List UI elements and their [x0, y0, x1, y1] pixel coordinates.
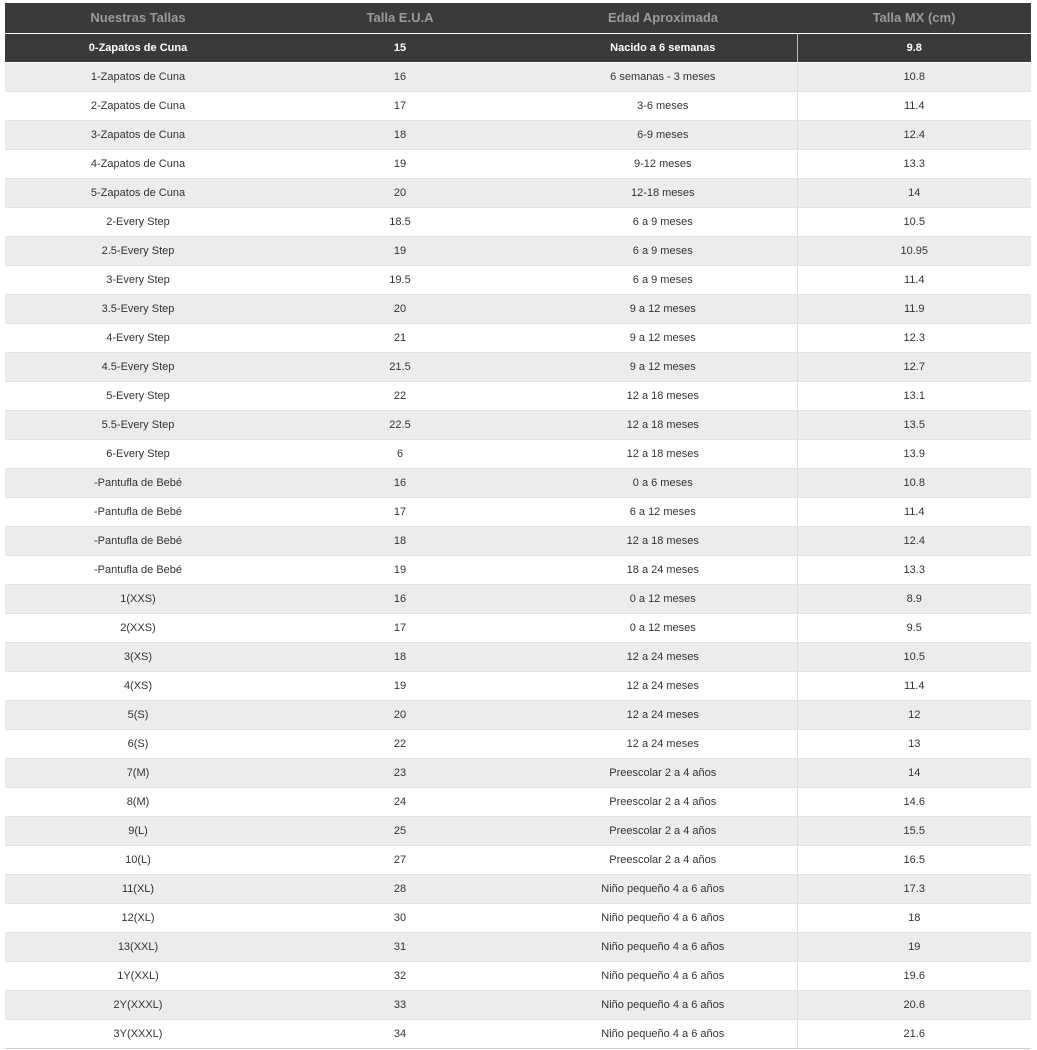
approx-age-cell: Preescolar 2 a 4 años: [529, 787, 797, 816]
approx-age-cell: 9 a 12 meses: [529, 323, 797, 352]
table-row: [5, 584, 1031, 613]
us-size-cell: 20: [271, 700, 529, 729]
approx-age-cell: 9-12 meses: [529, 149, 797, 178]
us-size-cell: 20: [271, 294, 529, 323]
us-size-cell: 18: [271, 526, 529, 555]
mx-size-cell: 14.6: [797, 787, 1031, 816]
our-size-cell: 3.5-Every Step: [5, 294, 271, 323]
us-size-cell: 22: [271, 729, 529, 758]
mx-size-cell: 11.4: [797, 91, 1031, 120]
approx-age-cell: 12-18 meses: [529, 178, 797, 207]
our-size-cell: 3(XS): [5, 642, 271, 671]
our-size-cell: 10(L): [5, 845, 271, 874]
approx-age-cell: 12 a 18 meses: [529, 381, 797, 410]
our-size-cell: 2Y(XXXL): [5, 990, 271, 1019]
our-size-cell: 4-Zapatos de Cuna: [5, 149, 271, 178]
table-row: [5, 236, 1031, 265]
header-approx-age: Edad Aproximada: [529, 3, 797, 33]
table-row: [5, 323, 1031, 352]
approx-age-cell: 0 a 6 meses: [529, 468, 797, 497]
our-size-cell: 11(XL): [5, 874, 271, 903]
us-size-cell: 19: [271, 671, 529, 700]
table-row: [5, 700, 1031, 729]
header-our-sizes: Nuestras Tallas: [5, 3, 271, 33]
mx-size-cell: 12: [797, 700, 1031, 729]
our-size-cell: 1-Zapatos de Cuna: [5, 62, 271, 91]
us-size-cell: 19: [271, 236, 529, 265]
table-row: [5, 381, 1031, 410]
mx-size-cell: 11.4: [797, 671, 1031, 700]
us-size-cell: 23: [271, 758, 529, 787]
us-size-cell: 28: [271, 874, 529, 903]
us-size-cell: 17: [271, 497, 529, 526]
our-size-cell: -Pantufla de Bebé: [5, 555, 271, 584]
approx-age-cell: 6 semanas - 3 meses: [529, 62, 797, 91]
our-size-cell: 6(S): [5, 729, 271, 758]
table-row: [5, 265, 1031, 294]
us-size-cell: 18: [271, 120, 529, 149]
us-size-cell: 16: [271, 468, 529, 497]
us-size-cell: 33: [271, 990, 529, 1019]
us-size-cell: 16: [271, 584, 529, 613]
mx-size-cell: 14: [797, 758, 1031, 787]
mx-size-cell: 10.95: [797, 236, 1031, 265]
table-row: [5, 816, 1031, 845]
table-row: [5, 178, 1031, 207]
our-size-cell: -Pantufla de Bebé: [5, 468, 271, 497]
table-row: [5, 555, 1031, 584]
approx-age-cell: 6-9 meses: [529, 120, 797, 149]
approx-age-cell: Nacido a 6 semanas: [529, 33, 797, 62]
our-size-cell: 12(XL): [5, 903, 271, 932]
mx-size-cell: 10.8: [797, 468, 1031, 497]
table-row: [5, 903, 1031, 932]
us-size-cell: 21.5: [271, 352, 529, 381]
us-size-cell: 27: [271, 845, 529, 874]
us-size-cell: 31: [271, 932, 529, 961]
our-size-cell: 2(XXS): [5, 613, 271, 642]
our-size-cell: 0-Zapatos de Cuna: [5, 33, 271, 62]
our-size-cell: 6-Every Step: [5, 439, 271, 468]
table-row: [5, 410, 1031, 439]
our-size-cell: 3Y(XXXL): [5, 1019, 271, 1048]
us-size-cell: 24: [271, 787, 529, 816]
table-row: [5, 149, 1031, 178]
our-size-cell: 4(XS): [5, 671, 271, 700]
table-row: [5, 758, 1031, 787]
approx-age-cell: 12 a 18 meses: [529, 439, 797, 468]
approx-age-cell: 6 a 9 meses: [529, 265, 797, 294]
table-row: [5, 497, 1031, 526]
us-size-cell: 17: [271, 91, 529, 120]
our-size-cell: 3-Every Step: [5, 265, 271, 294]
mx-size-cell: 13.3: [797, 555, 1031, 584]
approx-age-cell: 18 a 24 meses: [529, 555, 797, 584]
us-size-cell: 21: [271, 323, 529, 352]
mx-size-cell: 8.9: [797, 584, 1031, 613]
approx-age-cell: 12 a 24 meses: [529, 642, 797, 671]
table-row: [5, 990, 1031, 1019]
us-size-cell: 32: [271, 961, 529, 990]
table-row: [5, 642, 1031, 671]
mx-size-cell: 12.7: [797, 352, 1031, 381]
our-size-cell: 2-Zapatos de Cuna: [5, 91, 271, 120]
table-row: [5, 961, 1031, 990]
approx-age-cell: 12 a 24 meses: [529, 700, 797, 729]
approx-age-cell: 9 a 12 meses: [529, 352, 797, 381]
us-size-cell: 15: [271, 33, 529, 62]
our-size-cell: 5-Zapatos de Cuna: [5, 178, 271, 207]
table-row: [5, 932, 1031, 961]
size-chart-table: [5, 3, 1031, 1049]
table-row: [5, 468, 1031, 497]
table-row: [5, 33, 1031, 62]
approx-age-cell: 0 a 12 meses: [529, 584, 797, 613]
us-size-cell: 30: [271, 903, 529, 932]
table-row: [5, 1019, 1031, 1048]
approx-age-cell: Niño pequeño 4 a 6 años: [529, 1019, 797, 1048]
our-size-cell: 3-Zapatos de Cuna: [5, 120, 271, 149]
our-size-cell: 13(XXL): [5, 932, 271, 961]
mx-size-cell: 12.4: [797, 526, 1031, 555]
approx-age-cell: 0 a 12 meses: [529, 613, 797, 642]
table-row: [5, 294, 1031, 323]
approx-age-cell: 3-6 meses: [529, 91, 797, 120]
mx-size-cell: 13.1: [797, 381, 1031, 410]
mx-size-cell: 9.8: [797, 33, 1031, 62]
our-size-cell: 5-Every Step: [5, 381, 271, 410]
mx-size-cell: 11.9: [797, 294, 1031, 323]
mx-size-cell: 11.4: [797, 497, 1031, 526]
our-size-cell: 9(L): [5, 816, 271, 845]
table-row: [5, 352, 1031, 381]
our-size-cell: 1Y(XXL): [5, 961, 271, 990]
us-size-cell: 20: [271, 178, 529, 207]
approx-age-cell: Niño pequeño 4 a 6 años: [529, 903, 797, 932]
table-row: [5, 91, 1031, 120]
us-size-cell: 16: [271, 62, 529, 91]
approx-age-cell: 12 a 18 meses: [529, 526, 797, 555]
approx-age-cell: Preescolar 2 a 4 años: [529, 816, 797, 845]
mx-size-cell: 15.5: [797, 816, 1031, 845]
size-chart-container: [5, 3, 1031, 1049]
approx-age-cell: 9 a 12 meses: [529, 294, 797, 323]
our-size-cell: 4.5-Every Step: [5, 352, 271, 381]
us-size-cell: 19.5: [271, 265, 529, 294]
mx-size-cell: 12.4: [797, 120, 1031, 149]
approx-age-cell: 12 a 24 meses: [529, 671, 797, 700]
header-us-size: Talla E.U.A: [271, 3, 529, 33]
mx-size-cell: 16.5: [797, 845, 1031, 874]
our-size-cell: 5.5-Every Step: [5, 410, 271, 439]
table-row: [5, 729, 1031, 758]
mx-size-cell: 13.9: [797, 439, 1031, 468]
us-size-cell: 22.5: [271, 410, 529, 439]
mx-size-cell: 11.4: [797, 265, 1031, 294]
mx-size-cell: 12.3: [797, 323, 1031, 352]
approx-age-cell: Niño pequeño 4 a 6 años: [529, 874, 797, 903]
approx-age-cell: Niño pequeño 4 a 6 años: [529, 932, 797, 961]
mx-size-cell: 19: [797, 932, 1031, 961]
table-row: [5, 120, 1031, 149]
table-row: [5, 207, 1031, 236]
approx-age-cell: Preescolar 2 a 4 años: [529, 758, 797, 787]
table-body: [5, 33, 1031, 1048]
us-size-cell: 19: [271, 149, 529, 178]
mx-size-cell: 10.8: [797, 62, 1031, 91]
mx-size-cell: 20.6: [797, 990, 1031, 1019]
mx-size-cell: 21.6: [797, 1019, 1031, 1048]
header-mx-size: Talla MX (cm): [797, 3, 1031, 33]
mx-size-cell: 18: [797, 903, 1031, 932]
us-size-cell: 25: [271, 816, 529, 845]
our-size-cell: 2.5-Every Step: [5, 236, 271, 265]
mx-size-cell: 17.3: [797, 874, 1031, 903]
our-size-cell: 4-Every Step: [5, 323, 271, 352]
header-row: [5, 3, 1031, 33]
table-row: [5, 671, 1031, 700]
mx-size-cell: 9.5: [797, 613, 1031, 642]
table-row: [5, 613, 1031, 642]
approx-age-cell: 12 a 18 meses: [529, 410, 797, 439]
us-size-cell: 22: [271, 381, 529, 410]
table-row: [5, 845, 1031, 874]
approx-age-cell: Niño pequeño 4 a 6 años: [529, 990, 797, 1019]
mx-size-cell: 19.6: [797, 961, 1031, 990]
our-size-cell: 7(M): [5, 758, 271, 787]
approx-age-cell: 6 a 9 meses: [529, 207, 797, 236]
approx-age-cell: 6 a 9 meses: [529, 236, 797, 265]
table-row: [5, 787, 1031, 816]
mx-size-cell: 10.5: [797, 207, 1031, 236]
us-size-cell: 34: [271, 1019, 529, 1048]
approx-age-cell: Preescolar 2 a 4 años: [529, 845, 797, 874]
table-row: [5, 439, 1031, 468]
approx-age-cell: Niño pequeño 4 a 6 años: [529, 961, 797, 990]
approx-age-cell: 6 a 12 meses: [529, 497, 797, 526]
us-size-cell: 19: [271, 555, 529, 584]
mx-size-cell: 13.3: [797, 149, 1031, 178]
table-row: [5, 526, 1031, 555]
us-size-cell: 18.5: [271, 207, 529, 236]
us-size-cell: 6: [271, 439, 529, 468]
our-size-cell: -Pantufla de Bebé: [5, 497, 271, 526]
us-size-cell: 17: [271, 613, 529, 642]
table-row: [5, 62, 1031, 91]
our-size-cell: 8(M): [5, 787, 271, 816]
our-size-cell: 1(XXS): [5, 584, 271, 613]
mx-size-cell: 14: [797, 178, 1031, 207]
mx-size-cell: 13.5: [797, 410, 1031, 439]
mx-size-cell: 13: [797, 729, 1031, 758]
our-size-cell: -Pantufla de Bebé: [5, 526, 271, 555]
table-row: [5, 874, 1031, 903]
our-size-cell: 2-Every Step: [5, 207, 271, 236]
our-size-cell: 5(S): [5, 700, 271, 729]
mx-size-cell: 10.5: [797, 642, 1031, 671]
approx-age-cell: 12 a 24 meses: [529, 729, 797, 758]
us-size-cell: 18: [271, 642, 529, 671]
